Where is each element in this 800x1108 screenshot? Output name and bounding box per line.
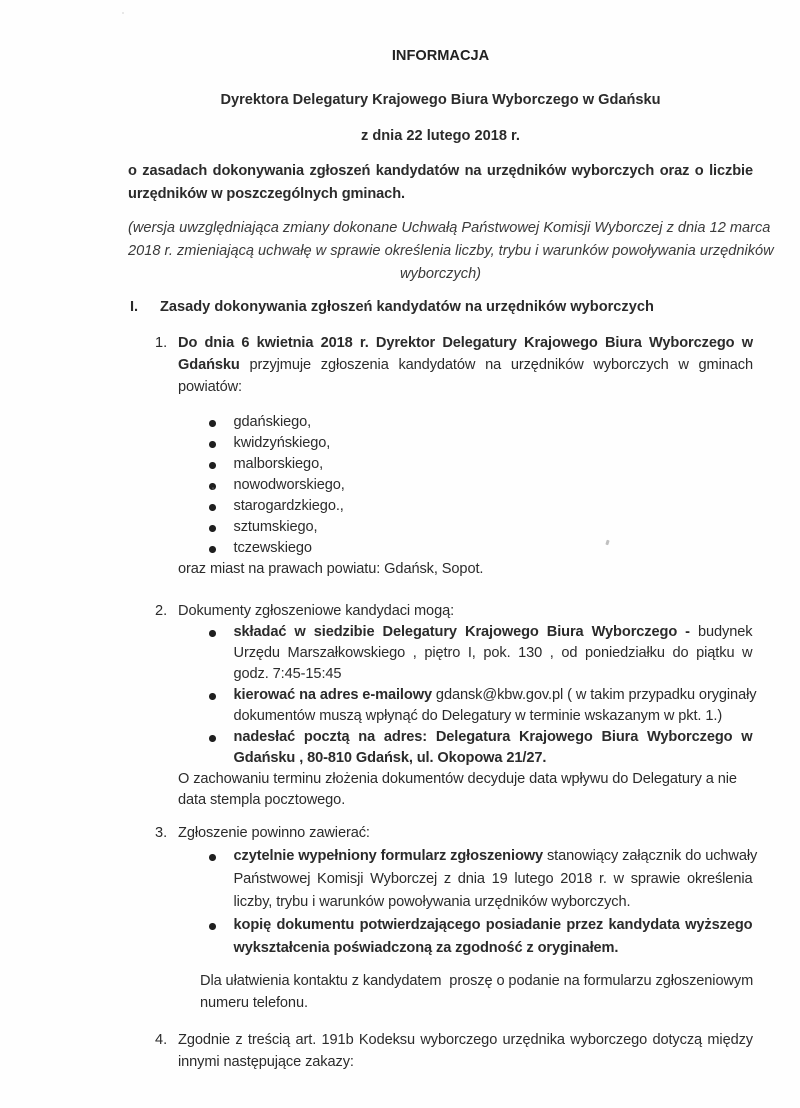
text-line	[178, 376, 753, 398]
text-line	[178, 790, 753, 811]
text-line	[200, 992, 760, 1014]
text-line	[234, 727, 753, 748]
bullet-text	[234, 727, 753, 769]
powiat-bullet-list	[209, 412, 753, 559]
text: (wersja uwzględniająca zmiany dokonane Uchwałą Państwowej Komisji Wyborczej z dnia 12 marca	[128, 220, 771, 236]
text-line	[128, 183, 753, 206]
bullet-dot-icon	[209, 462, 216, 469]
bold-text: nadesłać pocztą na adres: Delegatura Krajowego Biura Wyborczego w	[233, 729, 753, 745]
text-line	[234, 643, 753, 664]
scan-speck	[122, 12, 124, 14]
text-line	[178, 601, 753, 622]
text-line	[234, 937, 753, 960]
text-line	[200, 970, 760, 992]
bullet-item	[209, 914, 753, 960]
section-heading	[130, 296, 800, 318]
bullet-text	[234, 475, 753, 496]
bullet-text	[233, 845, 758, 914]
item-3-number: 3.	[155, 825, 168, 841]
bullet-dot-icon	[209, 854, 216, 861]
document-date-line: z dnia 22 lutego 2018 r.	[361, 128, 520, 144]
list-item-2	[155, 601, 753, 622]
text: data stempla pocztowego.	[178, 792, 346, 808]
text-line	[178, 354, 753, 376]
text: Zgłoszenie powinno zawierać:	[178, 825, 370, 841]
section-heading-text: Zasady dokonywania zgłoszeń kandydatów na urzędników wyborczych	[160, 299, 654, 315]
text: gdańskiego,	[233, 414, 312, 430]
text: 2018 r. zmieniającą uchwałę w sprawie określenia liczby, trybu i warunków powoływania urzędników	[128, 243, 774, 259]
text: Zgodnie z treścią art. 191b Kodeksu wyborczego urzędnika wyborczego dotyczą między	[178, 1032, 753, 1048]
bold-text: o zasadach dokonywania zgłoszeń kandydatów na urzędników wyborczych oraz o liczbie	[128, 163, 753, 179]
text-line	[178, 769, 753, 790]
bullet-text	[234, 433, 753, 454]
bold-text: kierować na adres e-mailowy	[233, 687, 432, 703]
item-1-number: 1.	[155, 335, 168, 351]
bullet-dot-icon	[209, 630, 216, 637]
bullet-dot-icon	[209, 525, 216, 532]
text-line	[178, 559, 753, 580]
text-line	[178, 1029, 753, 1051]
text-line	[234, 412, 753, 433]
text: numeru telefonu.	[200, 995, 308, 1011]
bullet-item	[209, 622, 753, 685]
text: Dokumenty zgłoszeniowe kandydaci mogą:	[178, 603, 455, 619]
bullet-dot-icon	[209, 504, 216, 511]
text: O zachowaniu terminu złożenia dokumentów decyduje data wpływu do Delegatury a nie	[178, 771, 737, 787]
text-line	[234, 517, 753, 538]
bullet-item	[209, 538, 753, 559]
bullet-text	[233, 685, 757, 727]
bullet-item	[209, 475, 753, 496]
bullet-item	[209, 727, 753, 769]
item-4-number: 4.	[155, 1032, 168, 1048]
text: Państwowej Komisji Wyborczej z dnia 19 lutego 2018 r. w sprawie określenia	[233, 871, 753, 887]
list-item-4	[155, 1029, 753, 1073]
text-line	[234, 622, 753, 643]
text-line	[178, 1051, 753, 1073]
text-line	[128, 263, 753, 286]
bullet-text	[234, 622, 753, 685]
text: Dla ułatwienia kontaktu z kandydatem proszę o podanie na formularzu zgłoszeniowym	[200, 973, 754, 989]
bullet-dot-icon	[209, 420, 216, 427]
document-title: INFORMACJA	[391, 48, 490, 64]
text: Urzędu Marszałkowskiego , piętro I, pok. 130 , od poniedziałku do piątku w	[233, 645, 753, 661]
bullet-item	[209, 454, 753, 475]
bullet-text	[234, 412, 753, 433]
bullet-text	[234, 454, 753, 475]
list-item-3	[155, 822, 753, 845]
bullet-item	[209, 517, 753, 538]
text-line	[128, 217, 771, 240]
bold-text: kopię dokumentu potwierdzającego posiadanie przez kandydata wyższego	[233, 917, 753, 933]
text: nowodworskiego,	[233, 477, 345, 493]
bullet-item	[209, 685, 757, 727]
text-line	[234, 868, 753, 891]
text-line	[234, 664, 753, 685]
text-line	[234, 496, 753, 517]
text-line	[178, 332, 753, 354]
document-subtitle: Dyrektora Delegatury Krajowego Biura Wyborczego w Gdańsku	[220, 92, 661, 108]
text-line	[234, 748, 753, 769]
version-note	[128, 217, 774, 286]
text: przyjmuje zgłoszenia kandydatów na urzędników wyborczych w gminach	[239, 357, 753, 373]
text-line	[234, 706, 753, 727]
item-2-after-text	[178, 769, 753, 811]
bullet-item	[209, 845, 758, 914]
text: stanowiący załącznik do uchwały	[543, 848, 758, 864]
text: oraz miast na prawach powiatu: Gdańsk, Sopot.	[178, 561, 484, 577]
item-2-number: 2.	[155, 603, 168, 619]
bold-text: Do dnia 6 kwietnia 2018 r. Dyrektor Delegatury Krajowego Biura Wyborczego w	[178, 335, 753, 351]
bullet-dot-icon	[209, 693, 216, 700]
text-line	[234, 475, 753, 496]
text: kwidzyńskiego,	[233, 435, 331, 451]
text-line	[234, 433, 753, 454]
item-2-bullet-list	[209, 622, 757, 769]
text-line	[234, 454, 753, 475]
text: budynek	[689, 624, 753, 640]
text: dokumentów muszą wpłynąć do Delegatury w terminie wskazanym w pkt. 1.)	[233, 708, 723, 724]
bullet-text	[234, 496, 753, 517]
bullet-dot-icon	[209, 441, 216, 448]
bold-text: Gdańsku , 80-810 Gdańsk, ul. Okopowa 21/27.	[233, 750, 547, 766]
section-number: I.	[130, 299, 139, 315]
bullet-text	[234, 538, 753, 559]
bold-text: czytelnie wypełniony formularz zgłoszeniowy	[233, 848, 544, 864]
bold-text: wykształcenia poświadczoną za zgodność z oryginałem.	[233, 940, 619, 956]
text: powiatów:	[178, 379, 242, 395]
text: innymi następujące zakazy:	[178, 1054, 354, 1070]
bullet-text	[234, 914, 753, 960]
text: tczewskiego	[233, 540, 312, 556]
bold-text: Gdańsku	[178, 357, 240, 373]
bullet-text	[234, 517, 753, 538]
text-line	[234, 538, 753, 559]
item-1-text	[178, 332, 753, 398]
item-2-text	[178, 601, 753, 622]
bullet-dot-icon	[209, 546, 216, 553]
item-4-text	[178, 1029, 753, 1073]
document-subject	[128, 160, 753, 206]
text-line	[128, 160, 753, 183]
text: malborskiego,	[233, 456, 324, 472]
scan-speck	[212, 487, 214, 490]
text: starogardzkiego.,	[233, 498, 344, 514]
list-item-1	[155, 332, 753, 398]
text-line	[178, 822, 753, 845]
text-line	[234, 891, 753, 914]
text: godz. 7:45-15:45	[233, 666, 342, 682]
bold-text: składać w siedzibie Delegatury Krajowego Biura Wyborczego -	[233, 624, 690, 640]
bullet-dot-icon	[209, 923, 216, 930]
bullet-item	[209, 412, 753, 433]
text-line	[234, 914, 753, 937]
bold-text: urzędników w poszczególnych gminach.	[128, 186, 405, 202]
item-3-text	[178, 822, 753, 845]
text-line	[233, 685, 757, 706]
text-line	[233, 845, 758, 868]
text: liczby, trybu i warunków powoływania urzędników wyborczych.	[233, 894, 631, 910]
bullet-dot-icon	[209, 735, 216, 742]
bullet-item	[209, 433, 753, 454]
item-1-after-text	[178, 559, 753, 580]
text-line	[128, 240, 774, 263]
text: sztumskiego,	[233, 519, 318, 535]
text: wyborczych)	[399, 266, 482, 282]
contact-note	[200, 970, 760, 1014]
text: gdansk@kbw.gov.pl ( w takim przypadku oryginały	[431, 687, 757, 703]
bullet-item	[209, 496, 753, 517]
item-3-bullet-list	[209, 845, 758, 960]
